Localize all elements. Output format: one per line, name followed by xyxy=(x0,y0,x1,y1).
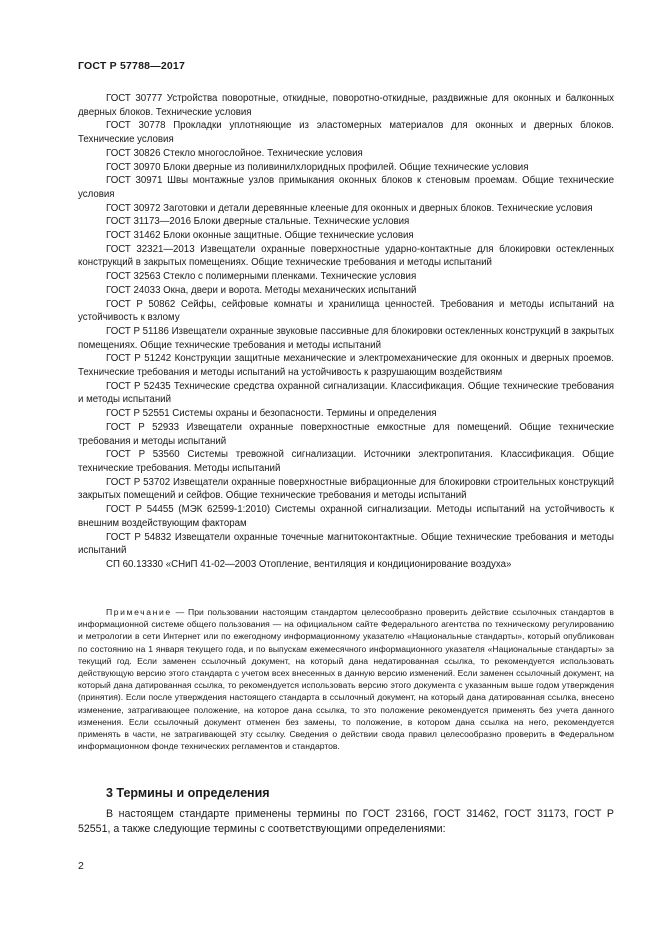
reference-item: ГОСТ Р 54455 (МЭК 62599-1:2010) Системы охранной сигнализации. Методы испытаний на устойчивость к внешним воздействующим факторам xyxy=(78,504,614,529)
reference-item: ГОСТ Р 53702 Извещатели охранные поверхностные вибрационные для блокировки строительных конструкций закрытых помещений и сейфов. Общие технические требования и методы испытаний xyxy=(78,476,614,502)
reference-item: ГОСТ 30971 Швы монтажные узлов примыкания оконных блоков к стеновым проемам. Общие технические условия xyxy=(78,175,614,200)
section-heading: 3 Термины и определения xyxy=(106,786,270,800)
reference-item: ГОСТ 31462 Блоки оконные защитные. Общие технические условия xyxy=(106,230,414,242)
reference-item: ГОСТ 30778 Прокладки уплотняющие из эластомерных материалов для оконных и дверных блоков. Технические условия xyxy=(78,120,614,146)
document-header: ГОСТ Р 57788—2017 xyxy=(78,60,186,72)
page-number: 2 xyxy=(78,860,84,872)
reference-item: ГОСТ 30972 Заготовки и детали деревянные клееные для оконных и дверных блоков. Технические условия xyxy=(106,202,593,214)
reference-item: ГОСТ Р 54832 Извещатели охранные точечные магнитоконтактные. Общие технические требования и методы испытаний xyxy=(78,531,614,557)
reference-item: ГОСТ Р 50862 Сейфы, сейфовые комнаты и хранилища ценностей. Требования и методы испытаний на устойчивость к взлому xyxy=(78,298,614,324)
reference-item: ГОСТ 32563 Стекло с полимерными пленками. Технические условия xyxy=(106,271,417,283)
reference-item: ГОСТ 30777 Устройства поворотные, откидные, поворотно-откидные, раздвижные для оконных и балконных дверных блоков. Технические условия xyxy=(78,93,614,118)
reference-item: ГОСТ 31173—2016 Блоки дверные стальные. Технические условия xyxy=(106,216,410,228)
reference-item: ГОСТ Р 53560 Системы тревожной сигнализации. Источники электропитания. Классификация. Общие технические требования. Методы испытаний xyxy=(78,449,614,474)
section-paragraph: В настоящем стандарте применены термины по ГОСТ 23166, ГОСТ 31462, ГОСТ 31173, ГОСТ Р 52551, а также следующие термины с соответствующими определениями: xyxy=(78,808,614,836)
reference-item: ГОСТ Р 52933 Извещатели охранные поверхностные емкостные для помещений. Общие технические требования и методы испытаний xyxy=(78,421,614,447)
normative-references-list xyxy=(78,92,614,572)
note-text: — При пользовании настоящим стандартом целесообразно проверить действие ссылочных стандартов в информационной системе общего пользования — на официальном сайте Федерального агентства по техническому регулированию и метрологии в сети Интернет или по ежегодному информационному указателю «Национальные стандарты», который опубликован по состоянию на 1 января текущего года, и по выпускам ежемесячного информационного указателя «Национальные стандарты» за текущий год. Если заменен ссылочный документ, на который дана недатированная ссылка, то рекомендуется использовать действующую версию этого стандарта с учетом всех внесенных в данную версию изменений. Если заменен ссылочный документ, на который дана датированная ссылка, то рекомендуется использовать версию этого документа с указанным выше годом утверждения (принятия). Если после утверждения настоящего стандарта в ссылочный документ, на который дана датированная ссылка, внесено изменение, затрагивающее положение, на которое дана ссылка, то это положение рекомендуется применять без учета данного изменения. Если ссылочный документ отменен без замены, то положение, в котором дана ссылка на него, рекомендуется применять в части, не затрагивающей эту ссылку. Сведения о действии свода правил целесообразно проверить в Федеральном информационном фонде технических регламентов и стандартов. xyxy=(78,607,614,752)
note-paragraph xyxy=(78,606,614,752)
reference-item: ГОСТ Р 52435 Технические средства охранной сигнализации. Классификация. Общие технические требования и методы испытаний xyxy=(78,380,614,406)
reference-item: ГОСТ Р 51242 Конструкции защитные механические и электромеханические для оконных и дверных проемов. Технические требования и методы испытаний на устойчивость к разрушающим воздействиям xyxy=(78,353,614,379)
note-label: Примечание xyxy=(106,607,172,617)
reference-item: ГОСТ Р 51186 Извещатели охранные звуковые пассивные для блокировки остекленных конструкций в закрытых помещениях. Общие технические требования и методы испытаний xyxy=(78,325,614,351)
reference-item: ГОСТ 32321—2013 Извещатели охранные поверхностные ударно-контактные для блокировки остекленных конструкций в закрытых помещениях. Общие технические требования и методы испытаний xyxy=(78,243,614,269)
reference-item: СП 60.13330 «СНиП 41-02—2003 Отопление, вентиляция и кондиционирование воздуха» xyxy=(106,558,512,570)
reference-item: ГОСТ 24033 Окна, двери и ворота. Методы механических испытаний xyxy=(106,284,417,296)
section-body xyxy=(78,807,614,837)
reference-item: ГОСТ 30970 Блоки дверные из поливинилхлоридных профилей. Общие технические условия xyxy=(106,161,529,173)
reference-item: ГОСТ Р 52551 Системы охраны и безопасности. Термины и определения xyxy=(106,408,437,420)
reference-item: ГОСТ 30826 Стекло многослойное. Технические условия xyxy=(106,147,363,159)
note-block xyxy=(78,606,614,752)
